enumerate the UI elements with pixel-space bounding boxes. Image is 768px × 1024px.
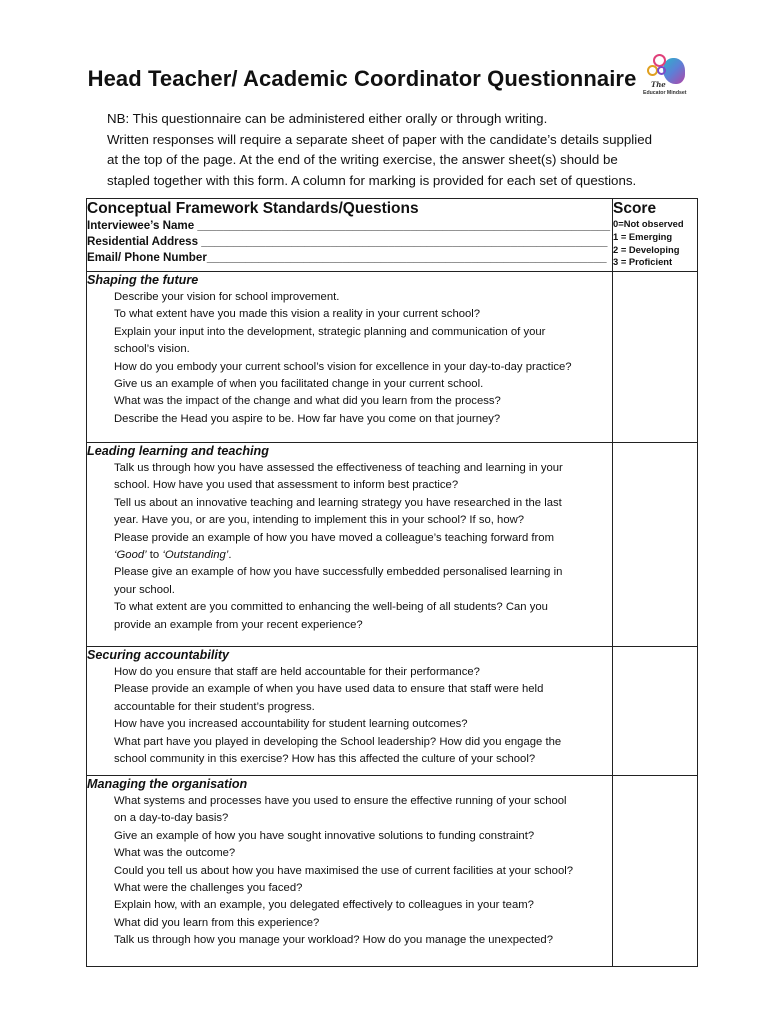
score-scale-item: 3 = Proficient (613, 256, 673, 268)
question-line: To what extent have you made this vision a reality in your current school? (114, 308, 481, 321)
quoted-term: ‘Good’ (114, 549, 147, 562)
connector-text: to (146, 549, 163, 562)
section-cell (87, 272, 613, 443)
score-cell[interactable] (613, 272, 698, 443)
question-line: Please provide an example of when you have used data to ensure that staff were held (114, 683, 544, 696)
questionnaire-table (86, 198, 698, 967)
intro-line: at the top of the page. At the end of the writing exercise, the answer sheet(s) should be (107, 152, 618, 168)
score-scale-item: 2 = Developing (613, 243, 680, 255)
question-line: What were the challenges you faced? (114, 882, 303, 895)
question-line: your school. (114, 583, 175, 596)
score-cell[interactable] (613, 443, 698, 647)
question-line: Talk us through how you have assessed the effectiveness of teaching and learning in your (114, 462, 563, 474)
intro-line: NB: This questionnaire can be administered either orally or through writing. (107, 111, 548, 126)
logo-the-text: The (651, 80, 666, 89)
table-title: Conceptual Framework Standards/Questions (87, 200, 419, 217)
period-text: . (228, 549, 232, 562)
section-row-managing-organisation (87, 776, 698, 967)
question-line: school community in this exercise? How has this affected the culture of your school? (114, 753, 536, 766)
question-line: accountable for their student’s progress. (114, 700, 315, 713)
question-line: Describe the Head you aspire to be. How far have you come on that journey? (114, 412, 501, 425)
score-scale-item: 0=Not observed (613, 218, 684, 229)
score-title: Score (613, 200, 657, 217)
question-line: provide an example from your recent experience? (114, 618, 363, 631)
question-line: school. How have you used that assessment to inform best practice? (114, 479, 459, 492)
intro-line: Written responses will require a separate sheet of paper with the candidate’s details supplied (107, 131, 652, 147)
question-line: Explain how, with an example, you delegated effectively to colleagues in your team? (114, 899, 534, 912)
head-silhouette-icon (663, 58, 685, 84)
question-line: Give an example of how you have sought innovative solutions to funding constraint? (114, 829, 535, 842)
interviewee-name-field[interactable]: Interviewee’s Name ________________________________________________________________ (87, 219, 611, 232)
score-cell[interactable] (613, 647, 698, 776)
question-line: To what extent are you committed to enhancing the well-being of all students? Can you (114, 601, 548, 614)
email-phone-field[interactable]: Email/ Phone Number______________________________________________________________ (87, 251, 607, 264)
section-row-leading-learning (87, 443, 698, 647)
section-cell (87, 647, 613, 776)
question-line (114, 547, 612, 564)
gear-icon (657, 66, 666, 75)
quoted-term: ‘Outstanding’ (162, 549, 229, 562)
question-line: What was the outcome? (114, 847, 236, 860)
question-list (87, 289, 612, 428)
score-scale-item: 1 = Emerging (613, 230, 673, 242)
question-line: Explain your input into the development, strategic planning and communication of your (114, 325, 546, 338)
document-title: Head Teacher/ Academic Coordinator Questionnaire (87, 66, 637, 91)
question-line: Give us an example of when you facilitated change in your current school. (114, 378, 484, 391)
question-line: How do you embody your current school’s vision for excellence in your day-to-day practice? (114, 360, 572, 373)
table-header-row (87, 199, 698, 272)
question-line: Please give an example of how you have successfully embedded personalised learning in (114, 566, 563, 579)
logo-name-text: Educator Mindset (643, 90, 687, 96)
score-header-cell (613, 199, 698, 272)
question-line: Describe your vision for school improvement. (114, 291, 340, 303)
section-title: Securing accountability (87, 648, 230, 662)
question-line: Please provide an example of how you have moved a colleague’s teaching forward from (114, 531, 554, 544)
intro-note (107, 109, 707, 192)
question-line: Talk us through how you manage your workload? How do you manage the unexpected? (114, 934, 553, 947)
question-list (87, 793, 612, 950)
question-line: What systems and processes have you used to ensure the effective running of your school (114, 795, 567, 807)
question-line: What was the impact of the change and what did you learn from the process? (114, 395, 501, 408)
question-line: How do you ensure that staff are held accountable for their performance? (114, 666, 480, 678)
question-line: What did you learn from this experience? (114, 916, 320, 929)
question-line: Tell us about an innovative teaching and learning strategy you have researched in the last (114, 496, 562, 509)
question-list (87, 460, 612, 634)
score-cell[interactable] (613, 776, 698, 967)
section-title: Managing the organisation (87, 777, 248, 791)
section-row-securing-accountability (87, 647, 698, 776)
question-line: How have you increased accountability for student learning outcomes? (114, 718, 468, 731)
section-title: Shaping the future (87, 273, 199, 287)
question-list (87, 664, 612, 768)
section-cell (87, 443, 613, 647)
educator-mindset-logo (645, 52, 691, 98)
section-row-shaping-the-future (87, 272, 698, 443)
header-cell (87, 199, 613, 272)
question-line: What part have you played in developing the School leadership? How did you engage the (114, 735, 562, 748)
section-title: Leading learning and teaching (87, 444, 269, 458)
question-line: Could you tell us about how you have maximised the use of current facilities at your school? (114, 864, 574, 877)
intro-line: stapled together with this form. A column for marking is provided for each set of questions. (107, 173, 637, 189)
residential-address-field[interactable]: Residential Address _______________________________________________________________ (87, 235, 608, 248)
section-cell (87, 776, 613, 967)
question-line: on a day-to-day basis? (114, 812, 229, 825)
question-line: school’s vision. (114, 343, 190, 356)
question-line: year. Have you, or are you, intending to implement this in your school? If so, how? (114, 514, 525, 527)
